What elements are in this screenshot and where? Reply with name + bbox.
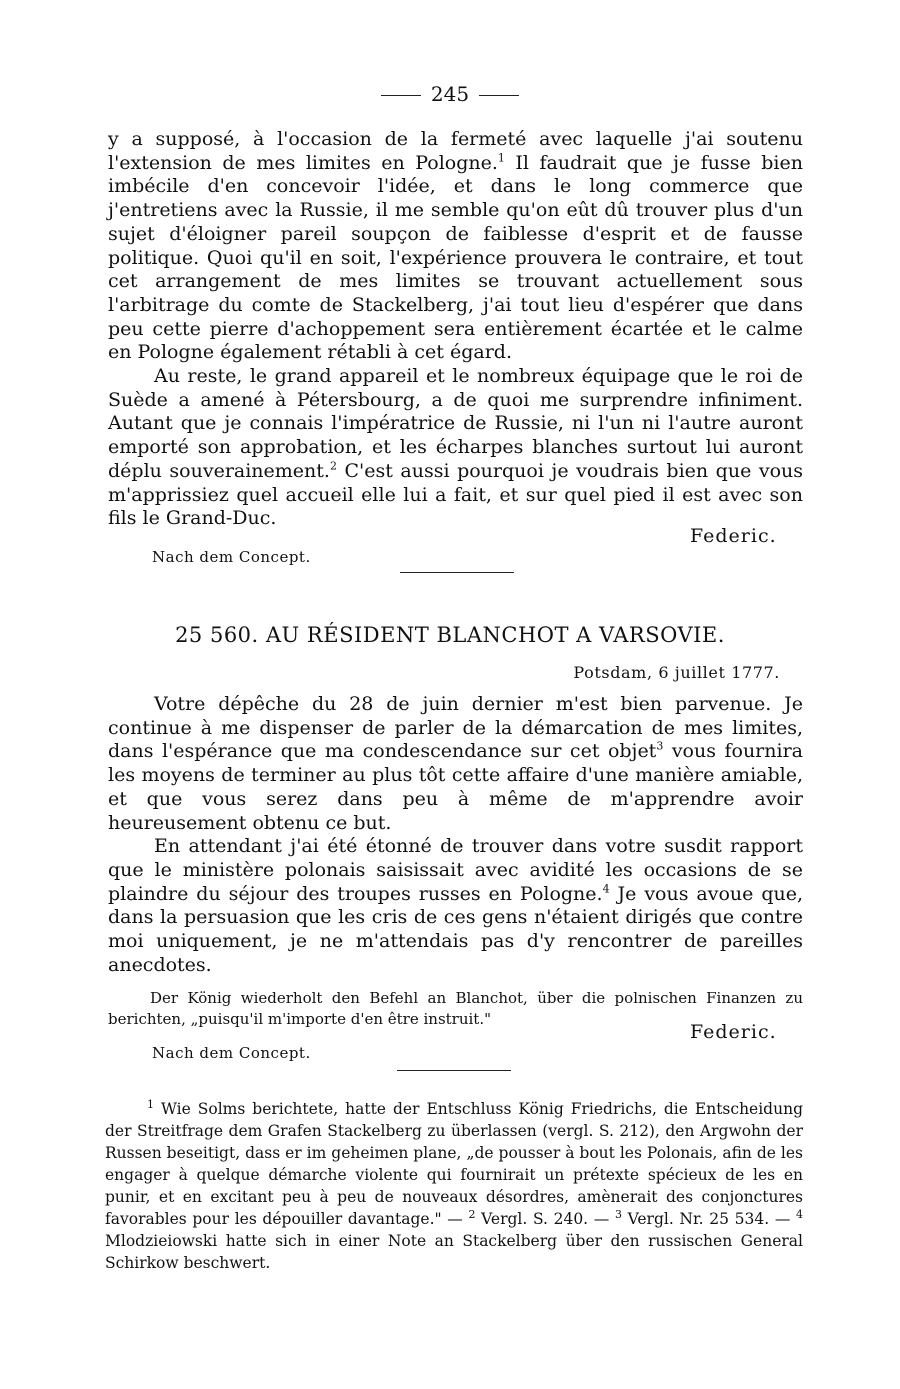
footnote-text-4: Mlodzieiowski hatte sich in einer Note an Stackelberg über den russischen General Schirkow beschwert. <box>105 1232 803 1272</box>
page-number-line <box>0 82 900 106</box>
footnote-ref-1: 1 <box>497 151 505 165</box>
letter1-p2-text: Au reste, le grand appareil et le nombreux équipage que le roi de Suède a amené à Pétersbourg, a de quoi me surprendre infiniment. Autant que je connais l'impératrice de Russie, ni l'un ni l'autre auront emporté son approbation, et les écharpes blanches surtout lui auront déplu souverainement. <box>108 365 803 482</box>
letter1-source: Nach dem Concept. <box>152 548 311 566</box>
letter2-p1-cont: vous fournira les moyens de terminer au plus tôt cette affaire d'une manière amiable, et que vous serez dans peu à même de m'apprendre avoir heureusement obtenu ce but. <box>108 740 803 834</box>
footnote-text-2: Vergl. S. 240. — <box>475 1210 615 1228</box>
letter1-body <box>108 128 803 531</box>
letter2-paragraph-1 <box>108 693 803 835</box>
footnote-ref-2: 2 <box>329 459 337 473</box>
letter1-p1-text: y a supposé, à l'occasion de la fermeté avec laquelle j'ai soutenu l'extension de mes limites en Pologne. <box>108 128 803 174</box>
separator-rule-2 <box>397 1070 511 1071</box>
letter1-p1-cont: Il faudrait que je fusse bien imbécile d'en concevoir l'idée, et dans le long commerce que j'entretiens avec la Russie, il me semble qu'on eût dû trouver plus d'un sujet d'éloigner pareil soupçon de faiblesse d'esprit et de fausse politique. Quoi qu'il en soit, l'expérience prouvera le contraire, et tout cet arrangement de mes limites se trouvant actuellement sous l'arbitrage du comte de Stackelberg, j'ai tout lieu d'espérer que dans peu cette pierre d'achoppement sera entièrement écartée et le calme en Pologne également rétabli à cet égard. <box>108 151 803 364</box>
footnotes-paragraph <box>105 1098 803 1274</box>
footnote-text-1: Wie Solms berichtete, hatte der Entschluss König Friedrichs, die Entscheidung der Streitfrage dem Grafen Stackelberg zu überlassen (vergl. S. 212), den Argwohn der Russen beseitigt, dass er im geheimen plane, „de pousser à bout les Polonais, afin de les engager à quelque démarche violente qui fournirait un prétexte spécieux de les en punir, et en excitant peu à peu de nouveaux désordres, amènerait des conjonctures favorables pour les dépouiller davantage." — <box>105 1100 803 1228</box>
letter2-source: Nach dem Concept. <box>152 1044 311 1062</box>
letter2-p2-text: En attendant j'ai été étonné de trouver dans votre susdit rapport que le ministère polonais saisissait avec avidité les occasions de se plaindre du séjour des troupes russes en Pologne. <box>108 835 803 905</box>
letter1-signature: Federic. <box>690 525 777 547</box>
footnote-num-4: 4 <box>796 1207 803 1221</box>
letter1-p2-cont: C'est aussi pourquoi je voudrais bien que vous m'apprissiez quel accueil elle lui a fait, et sur quel pied il est avec son fils le Grand-Duc. <box>108 459 803 530</box>
letter2-dateline: Potsdam, 6 juillet 1777. <box>573 663 780 682</box>
letter2-title: 25 560. AU RÉSIDENT BLANCHOT A VARSOVIE. <box>175 623 725 647</box>
separator-rule-1 <box>400 572 514 573</box>
letter2-paragraph-2 <box>108 835 803 977</box>
letter1-paragraph-1 <box>108 128 803 365</box>
dash-left <box>381 95 421 96</box>
letter2-p2-cont: Je vous avoue que, dans la persuasion que les cris de ces gens n'étaient dirigés que contre moi uniquement, je ne m'attendais pas d'y rencontrer de pareilles anecdotes. <box>108 882 803 976</box>
page-number: 245 <box>430 82 470 106</box>
footnote-ref-4: 4 <box>602 882 610 896</box>
footnote-ref-3: 3 <box>656 740 664 754</box>
footnotes-block <box>105 1098 803 1274</box>
letter1-paragraph-2 <box>108 365 803 531</box>
dash-right <box>479 95 519 96</box>
footnote-text-3: Vergl. Nr. 25 534. — <box>621 1210 796 1228</box>
footnote-num-1: 1 <box>147 1097 154 1111</box>
letter2-body <box>108 693 803 977</box>
letter2-p1-text: Votre dépêche du 28 de juin dernier m'est bien parvenue. Je continue à me dispenser de parler de la démarcation de mes limites, dans l'espérance que ma condescendance sur cet objet <box>108 693 803 763</box>
footnote-num-2: 2 <box>468 1207 476 1221</box>
letter2-summary: Der König wiederholt den Befehl an Blanchot, über die polnischen Finanzen zu berichten, „puisqu'il m'importe d'en être instruit." <box>108 989 803 1028</box>
letter2-signature: Federic. <box>690 1021 777 1043</box>
footnote-num-3: 3 <box>614 1207 622 1221</box>
